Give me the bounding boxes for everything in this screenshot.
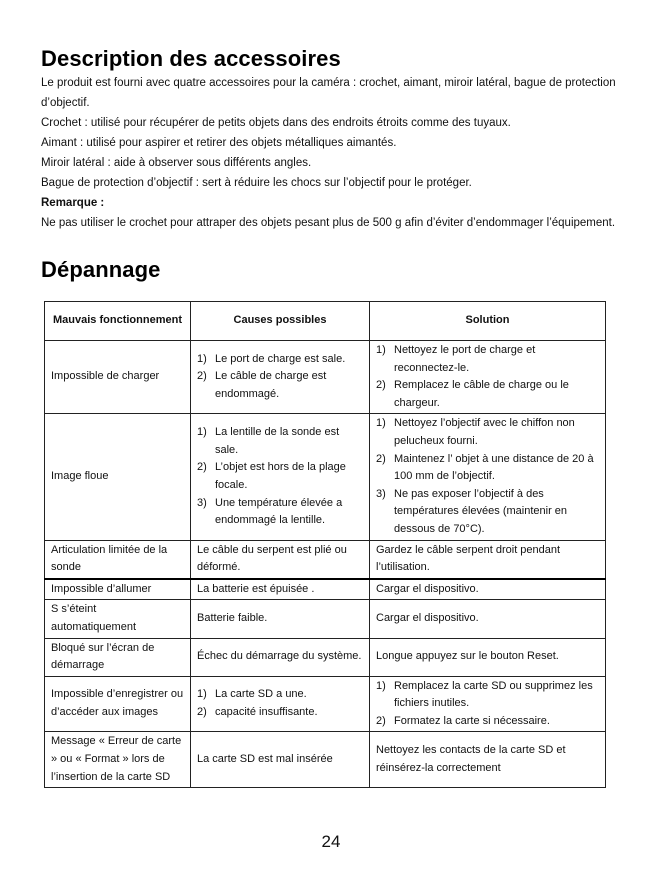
problem-cell: Impossible de charger <box>45 341 191 414</box>
table-row <box>45 341 606 414</box>
problem-cell: Image floue <box>45 414 191 540</box>
table-row <box>45 676 606 732</box>
header-malfunction: Mauvais fonctionnement <box>45 302 191 341</box>
header-causes: Causes possibles <box>191 302 370 341</box>
accessories-description <box>41 73 631 233</box>
table-header-row <box>45 302 606 341</box>
solution-cell: 1) Nettoyez l’objectif avec le chiffon non pelucheux fourni. 2) Maintenez l’ objet à une distance de 20 à 100 mm de l’objectif. 3) Ne pas exposer l’objectif à des températures élevées (maintenir en dessous de 70°C). <box>370 414 606 540</box>
causes-cell: 1) Le port de charge est sale. 2) Le câble de charge est endommagé. <box>191 341 370 414</box>
problem-cell: Impossible d’allumer <box>45 579 191 600</box>
cause-item: Le câble de charge est endommagé. <box>215 370 327 400</box>
cause-item: capacité insuffisante. <box>215 706 318 719</box>
table-row <box>45 414 606 540</box>
cause-item: La carte SD a une. <box>215 688 307 701</box>
cause-item: L’objet est hors de la plage focale. <box>215 461 346 491</box>
cause-item: Une température élevée a endommagé la lentille. <box>215 496 343 527</box>
page-number: 24 <box>321 832 341 851</box>
problem-cell: Message « Erreur de carte » ou « Format » lors de l’insertion de la carte SD <box>45 732 191 788</box>
causes-cell: La batterie est épuisée . <box>191 579 370 600</box>
cause-item: Le port de charge est sale. <box>215 352 346 365</box>
solution-cell: 1) Nettoyez le port de charge et reconnectez-le. 2) Remplacez le câble de charge ou le chargeur. <box>370 341 606 414</box>
header-solution: Solution <box>370 302 606 341</box>
solution-cell: Longue appuyez sur le bouton Reset. <box>370 638 606 676</box>
solution-cell: Cargar el dispositivo. <box>370 579 606 600</box>
troubleshooting-table <box>44 301 606 788</box>
solution-item: Ne pas exposer l’objectif à des températures élevées (maintenir en dessous de 70°C). <box>394 487 568 535</box>
accessory-mirror: Miroir latéral : aide à observer sous différents angles. <box>41 157 312 169</box>
solution-cell: Nettoyez les contacts de la carte SD et réinsérez-la correctement <box>370 732 606 788</box>
table-row <box>45 540 606 579</box>
solution-cell: Cargar el dispositivo. <box>370 600 606 638</box>
table-row <box>45 600 606 638</box>
cause-item: La lentille de la sonde est sale. <box>215 426 340 456</box>
solution-item: Formatez la carte si nécessaire. <box>394 714 550 727</box>
solution-item: Nettoyez l’objectif avec le chiffon non pelucheux fourni. <box>394 417 575 447</box>
problem-cell: Bloqué sur l’écran de démarrage <box>45 638 191 676</box>
accessory-magnet: Aimant : utilisé pour aspirer et retirer des objets métalliques aimantés. <box>41 137 397 149</box>
solution-cell: 1) Remplacez la carte SD ou supprimez les fichiers inutiles. 2) Formatez la carte si nécessaire. <box>370 676 606 732</box>
causes-cell: Le câble du serpent est plié ou déformé. <box>191 540 370 579</box>
accessories-heading: Description des accessoires <box>41 46 341 71</box>
remark-text: Ne pas utiliser le crochet pour attraper des objets pesant plus de 500 g afin d’éviter d’endommager l’équipement. <box>41 217 616 229</box>
solution-item: Remplacez le câble de charge ou le chargeur. <box>394 379 569 409</box>
accessories-intro: Le produit est fourni avec quatre accessoires pour la caméra : crochet, aimant, miroir latéral, bague de protection d’objectif. <box>41 77 616 109</box>
causes-cell: 1) La carte SD a une. 2) capacité insuffisante. <box>191 676 370 732</box>
table-row <box>45 579 606 600</box>
problem-cell: Articulation limitée de la sonde <box>45 540 191 579</box>
table-row <box>45 732 606 788</box>
problem-cell: Impossible d’enregistrer ou d’accéder aux images <box>45 676 191 732</box>
accessory-lens-ring: Bague de protection d’objectif : sert à réduire les chocs sur l’objectif pour le protéger. <box>41 177 472 189</box>
causes-cell: Échec du démarrage du système. <box>191 638 370 676</box>
causes-cell: Batterie faible. <box>191 600 370 638</box>
remark-label: Remarque : <box>41 197 105 209</box>
solution-item: Nettoyez le port de charge et reconnectez-le. <box>394 344 536 374</box>
solution-item: Maintenez l’ objet à une distance de 20 à 100 mm de l’objectif. <box>394 452 594 483</box>
causes-cell: La carte SD est mal insérée <box>191 732 370 788</box>
causes-cell: 1) La lentille de la sonde est sale. 2) L’objet est hors de la plage focale. 3) Une température élevée a endommagé la lentille. <box>191 414 370 540</box>
accessory-hook: Crochet : utilisé pour récupérer de petits objets dans des endroits étroits comme des tuyaux. <box>41 117 511 129</box>
solution-item: Remplacez la carte SD ou supprimez les fichiers inutiles. <box>394 679 593 710</box>
solution-cell: Gardez le câble serpent droit pendant l’utilisation. <box>370 540 606 579</box>
table-row <box>45 638 606 676</box>
problem-cell: S s’éteint automatiquement <box>45 600 191 638</box>
troubleshooting-heading: Dépannage <box>41 257 161 282</box>
